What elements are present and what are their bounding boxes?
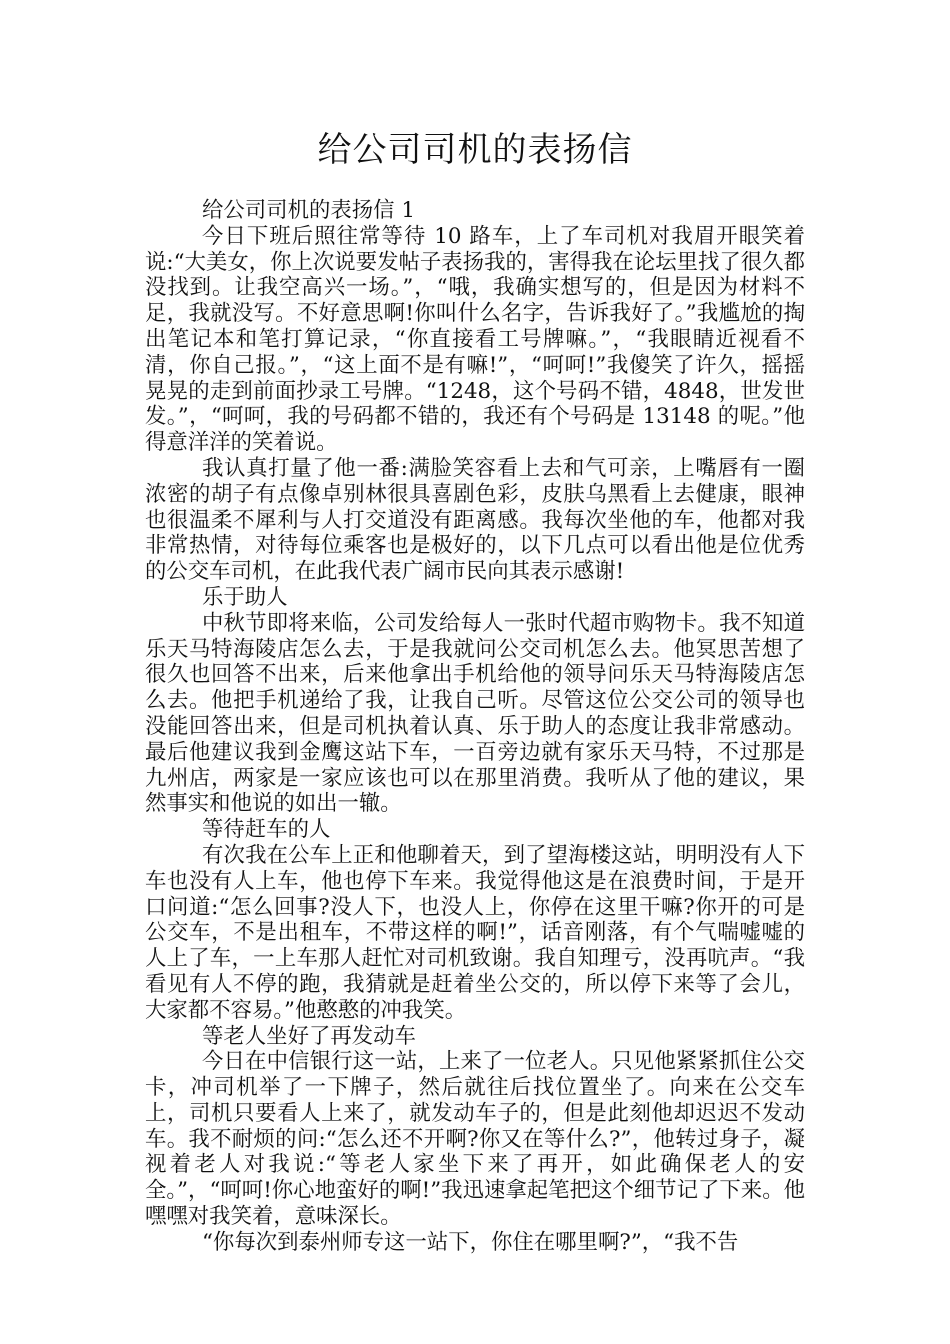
body-paragraph: 中秋节即将来临，公司发给每人一张时代超市购物卡。我不知道乐天马特海陵店怎么去，于是我就问公交司机怎么去。他冥思苦想了很久也回答不出来，后来他拿出手机给他的领导问乐天马特海陵店怎么去。他把手机递给了我，让我自己听。尽管这位公交公司的领导也没能回答出来，但是司机执着认真、乐于助人的态度让我非常感动。最后他建议我到金鹰这站下车，一百旁边就有家乐天马特，不过那是九州店，两家是一家应该也可以在那里消费。我听从了他的建议，果然事实和他说的如出一辙。	[145, 610, 805, 817]
body-paragraph: 今日下班后照往常等待 10 路车，上了车司机对我眉开眼笑着说:“大美女，你上次说要发帖子表扬我的，害得我在论坛里找了很久都没找到。让我空高兴一场。”，“哦，我确实想写的，但是因为材料不足，我就没写。不好意思啊!你叫什么名字，告诉我好了。”我尴尬的掏出笔记本和笔打算记录，“你直接看工号牌嘛。”，“我眼睛近视看不清，你自己报。”，“这上面不是有嘛!”，“呵呵!”我傻笑了许久，摇摇晃晃的走到前面抄录工号牌。“1248，这个号码不错，4848，世发世发。”，“呵呵，我的号码都不错的，我还有个号码是 13148 的呢。”他得意洋洋的笑着说。	[145, 223, 805, 456]
body-paragraph: 我认真打量了他一番:满脸笑容看上去和气可亲，上嘴唇有一圈浓密的胡子有点像卓别林很具喜剧色彩，皮肤乌黑看上去健康，眼神也很温柔不犀利与人打交道没有距离感。我每次坐他的车，他都对我非常热情，对待每位乘客也是极好的，以下几点可以看出他是位优秀的公交车司机，在此我代表广阔市民向其表示感谢!	[145, 455, 805, 585]
body-paragraph: 有次我在公车上正和他聊着天，到了望海楼这站，明明没有人下车也没有人上车，他也停下车来。我觉得他这是在浪费时间，于是开口问道:“怎么回事?没人下，也没人上，你停在这里干嘛?你开的可是公交车，不是出租车，不带这样的啊!”，话音刚落，有个气喘嘘嘘的人上了车，一上车那人赶忙对司机致谢。我自知理亏，没再吭声。“我看见有人不停的跑，我猜就是赶着坐公交的，所以停下来等了会儿，大家都不容易。”他憨憨的冲我笑。	[145, 842, 805, 1023]
letter-heading: 给公司司机的表扬信 1	[202, 198, 415, 223]
section-heading: 等待赶车的人	[202, 817, 331, 843]
document-body	[145, 198, 805, 1256]
section-heading: 等老人坐好了再发动车	[202, 1023, 416, 1049]
section-heading: 乐于助人	[202, 584, 288, 610]
document-title: 给公司司机的表扬信	[317, 130, 633, 170]
body-paragraph: 今日在中信银行这一站，上来了一位老人。只见他紧紧抓住公交卡，冲司机举了一下牌子，然后就往后找位置坐了。向来在公交车上，司机只要看人上来了，就发动车子的，但是此刻他却迟迟不发动车。我不耐烦的问:“怎么还不开啊?你又在等什么?”，他转过身子，凝视着老人对我说:“等老人家坐下来了再开，如此确保老人的安全。”，“呵呵!你心地蛮好的啊!”我迅速拿起笔把这个细节记了下来。他嘿嘿对我笑着，意味深长。	[145, 1049, 805, 1230]
body-paragraph: “你每次到泰州师专这一站下，你住在哪里啊?”，“我不告	[202, 1229, 739, 1255]
